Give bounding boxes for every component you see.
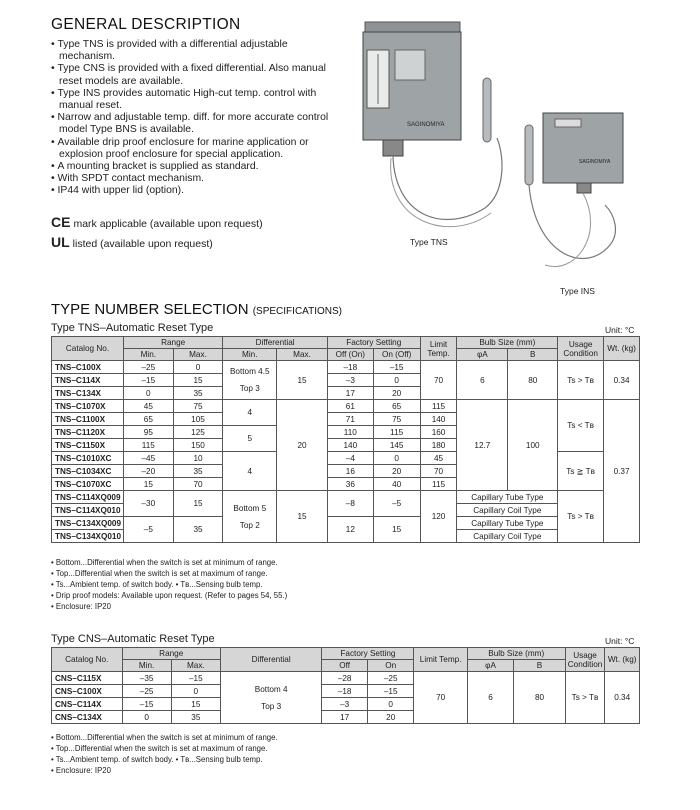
table-row <box>52 491 640 504</box>
bullet-item: • Type TNS is provided with a differential adjustable mechanism. <box>51 39 341 63</box>
diff-min-cell: 4 <box>223 400 277 426</box>
ce-mark-text: mark applicable (available upon request) <box>73 218 263 230</box>
general-description-title: GENERAL DESCRIPTION <box>51 16 241 33</box>
note: • Enclosure: IP20 <box>51 766 111 775</box>
cell: –15 <box>171 672 220 685</box>
catalog-cell: TNS–C1034XC <box>52 465 124 478</box>
type-tns-photo <box>355 18 530 243</box>
cell: 105 <box>173 413 223 426</box>
cell: 115 <box>420 478 457 491</box>
weight-cell: 0.34 <box>605 672 640 724</box>
catalog-cell: CNS–C115X <box>52 672 123 685</box>
cell: –4 <box>327 452 373 465</box>
cell: 115 <box>373 426 420 439</box>
cell: 115 <box>420 400 457 413</box>
bullet-item: • A mounting bracket is supplied as standard. <box>51 161 341 173</box>
cell: –15 <box>367 685 414 698</box>
col-off: Off <box>322 660 368 672</box>
phi-cell: 12.7 <box>457 400 508 491</box>
catalog-cell: TNS–C1120X <box>52 426 124 439</box>
diff-max-cell: 20 <box>277 400 328 491</box>
cell: 40 <box>373 478 420 491</box>
catalog-cell: CNS–C134X <box>52 711 123 724</box>
cell: –25 <box>122 685 171 698</box>
diff-min-cell: 5 <box>223 426 277 452</box>
usage-cell: Ts > Tв <box>558 491 604 543</box>
type-ins-photo <box>515 105 635 285</box>
cell: –25 <box>367 672 414 685</box>
cell: –3 <box>327 374 373 387</box>
cell: 10 <box>173 452 223 465</box>
cell: 12 <box>327 517 373 543</box>
col-b: B <box>514 660 565 672</box>
selection-title-small: (SPECIFICATIONS) <box>252 306 342 317</box>
diff-top: Top 3 <box>261 701 282 711</box>
diff-min-cell <box>223 361 277 400</box>
cell: –28 <box>322 672 368 685</box>
note: • Bottom...Differential when the switch is set at minimum of range. <box>51 558 278 567</box>
ce-mark-icon: CE <box>51 214 71 230</box>
catalog-cell: TNS–C1100X <box>52 413 124 426</box>
cell: –15 <box>124 374 174 387</box>
table-row <box>52 400 640 413</box>
col-differential: Differential <box>223 337 328 349</box>
cns-spec-table <box>51 647 640 724</box>
diff-bottom: Bottom 5 <box>233 503 267 513</box>
catalog-cell: TNS–C114XQ010 <box>52 504 124 517</box>
cell: 36 <box>327 478 373 491</box>
diff-top: Top 2 <box>239 520 260 530</box>
bullet-item: • With SPDT contact mechanism. <box>51 173 341 185</box>
cell: 15 <box>171 698 220 711</box>
cell: –3 <box>322 698 368 711</box>
cell: 15 <box>173 491 223 517</box>
diff-bottom: Bottom 4 <box>254 684 288 694</box>
cell: 125 <box>173 426 223 439</box>
b-cell: 80 <box>514 672 565 724</box>
limit-cell: 120 <box>420 491 457 543</box>
cell: 20 <box>367 711 414 724</box>
cell: 45 <box>124 400 174 413</box>
note: • Bottom...Differential when the switch is set at minimum of range. <box>51 733 278 742</box>
cell: 70 <box>173 478 223 491</box>
cell: 35 <box>173 517 223 543</box>
cns-table-subtitle: Type CNS–Automatic Reset Type <box>51 633 215 645</box>
col-bulb-size: Bulb Size (mm) <box>457 337 558 349</box>
col-catalog: Catalog No. <box>52 648 123 672</box>
table-row <box>52 672 640 685</box>
differential-cell <box>220 672 321 724</box>
note: • Ts...Ambient temp. of switch body. • Tв...Sensing bulb temp. <box>51 755 263 764</box>
col-range-max: Max. <box>171 660 220 672</box>
type-tns-caption: Type TNS <box>410 237 448 247</box>
cns-notes <box>51 732 278 776</box>
cell: 65 <box>124 413 174 426</box>
ul-mark-icon: UL <box>51 234 70 250</box>
col-weight: Wt. (kg) <box>605 648 640 672</box>
cell: 71 <box>327 413 373 426</box>
cell: –5 <box>373 491 420 517</box>
cell: 0 <box>373 452 420 465</box>
col-on: On (Off) <box>373 349 420 361</box>
cell: 150 <box>173 439 223 452</box>
col-bulb-size: Bulb Size (mm) <box>467 648 565 660</box>
cell: 35 <box>173 465 223 478</box>
b-cell: 80 <box>508 361 558 400</box>
note: • Ts...Ambient temp. of switch body. • Tв...Sensing bulb temp. <box>51 580 263 589</box>
cell: –25 <box>124 361 174 374</box>
cell: 20 <box>373 387 420 400</box>
catalog-cell: TNS–C100X <box>52 361 124 374</box>
cell: 180 <box>420 439 457 452</box>
col-usage: Usage Condition <box>565 648 605 672</box>
cell: 115 <box>124 439 174 452</box>
type-number-selection-title <box>51 301 342 318</box>
col-usage: Usage Condition <box>558 337 604 361</box>
catalog-cell: TNS–C1070XC <box>52 478 124 491</box>
cell: –18 <box>327 361 373 374</box>
ce-mark-line <box>51 213 263 233</box>
cell: 65 <box>373 400 420 413</box>
bullet-item: • Available drip proof enclosure for marine application or explosion proof enclosure for special application. <box>51 137 341 161</box>
cell: 75 <box>373 413 420 426</box>
cell: 140 <box>420 413 457 426</box>
diff-max-cell: 15 <box>277 491 328 543</box>
phi-cell: 6 <box>467 672 514 724</box>
diff-min-cell: 4 <box>223 452 277 491</box>
cell: 35 <box>171 711 220 724</box>
phi-cell: 6 <box>457 361 508 400</box>
cell: –30 <box>124 491 174 517</box>
cell: 45 <box>420 452 457 465</box>
cns-unit: Unit: °C <box>605 636 635 646</box>
col-diff-max: Max. <box>277 349 328 361</box>
cell: 70 <box>420 465 457 478</box>
note: • Enclosure: IP20 <box>51 602 111 611</box>
cell: 17 <box>322 711 368 724</box>
catalog-cell: TNS–C114X <box>52 374 124 387</box>
cell: –5 <box>124 517 174 543</box>
b-cell: 100 <box>508 400 558 491</box>
cell: 95 <box>124 426 174 439</box>
catalog-cell: TNS–C114XQ009 <box>52 491 124 504</box>
bullet-item: • Narrow and adjustable temp. diff. for more accurate control model Type BNS is available. <box>51 112 341 136</box>
cell: –15 <box>373 361 420 374</box>
col-limit-temp: Limit Temp. <box>420 337 457 361</box>
col-diff-min: Min. <box>223 349 277 361</box>
catalog-cell: TNS–C1010XC <box>52 452 124 465</box>
col-range: Range <box>124 337 223 349</box>
cell: 0 <box>173 361 223 374</box>
diff-top: Top 3 <box>239 384 260 393</box>
catalog-cell: TNS–C134XQ010 <box>52 530 124 543</box>
weight-cell: 0.34 <box>604 361 640 400</box>
catalog-cell: TNS–C134XQ009 <box>52 517 124 530</box>
bullet-item: • IP44 with upper lid (option). <box>51 185 341 197</box>
usage-cell: Ts < Tв <box>558 400 604 452</box>
cell: 61 <box>327 400 373 413</box>
col-on: On <box>367 660 414 672</box>
cell: 15 <box>373 517 420 543</box>
col-off: Off (On) <box>327 349 373 361</box>
col-b: B <box>508 349 558 361</box>
cell: 0 <box>171 685 220 698</box>
cell: –20 <box>124 465 174 478</box>
cell: –8 <box>327 491 373 517</box>
table-row <box>52 517 640 530</box>
cell: –35 <box>122 672 171 685</box>
catalog-cell: TNS–C134X <box>52 387 124 400</box>
bulb-type-cell: Capillary Tube Type <box>457 491 558 504</box>
bullet-item: • Type CNS is provided with a fixed differential. Also manual reset models are available. <box>51 63 341 87</box>
catalog-cell: CNS–C114X <box>52 698 123 711</box>
col-catalog: Catalog No. <box>52 337 124 361</box>
limit-cell: 70 <box>414 672 467 724</box>
bulb-type-cell: Capillary Tube Type <box>457 517 558 530</box>
cell: 15 <box>124 478 174 491</box>
usage-cell: Ts > Tв <box>565 672 605 724</box>
diff-bottom: Bottom 4.5 <box>229 367 270 376</box>
tns-table-subtitle: Type TNS–Automatic Reset Type <box>51 322 214 334</box>
note: • Drip proof models: Available upon request. (Refer to pages 54, 55.) <box>51 591 288 600</box>
cell: 110 <box>327 426 373 439</box>
ul-mark-line <box>51 233 263 253</box>
catalog-cell: TNS–C1150X <box>52 439 124 452</box>
ins-brand-label: SAGINOMIYA <box>579 159 611 165</box>
table-row <box>52 361 640 374</box>
ul-mark-text: listed (available upon request) <box>72 238 213 250</box>
cell: 15 <box>173 374 223 387</box>
col-factory-setting: Factory Setting <box>322 648 414 660</box>
col-weight: Wt. (kg) <box>604 337 640 361</box>
cell: –18 <box>322 685 368 698</box>
bulb-type-cell: Capillary Coil Type <box>457 530 558 543</box>
col-range-min: Min. <box>124 349 174 361</box>
cell: 160 <box>420 426 457 439</box>
col-limit-temp: Limit Temp. <box>414 648 467 672</box>
type-ins-caption: Type INS <box>560 286 595 296</box>
col-phi-a: φA <box>467 660 514 672</box>
general-description-list <box>51 39 341 198</box>
cell: 17 <box>327 387 373 400</box>
note: • Top...Differential when the switch is set at maximum of range. <box>51 569 268 578</box>
weight-cell: 0.37 <box>604 400 640 543</box>
certification-marks <box>51 213 263 253</box>
bulb-type-cell: Capillary Coil Type <box>457 504 558 517</box>
note: • Top...Differential when the switch is set at maximum of range. <box>51 744 268 753</box>
cell: –15 <box>122 698 171 711</box>
usage-cell: Ts > Tв <box>558 361 604 400</box>
cell: 0 <box>122 711 171 724</box>
catalog-cell: TNS–C1070X <box>52 400 124 413</box>
col-range: Range <box>122 648 220 660</box>
cell: –45 <box>124 452 174 465</box>
cell: 75 <box>173 400 223 413</box>
col-range-max: Max. <box>173 349 223 361</box>
diff-min-cell <box>223 491 277 543</box>
limit-cell: 70 <box>420 361 457 400</box>
cell: 140 <box>327 439 373 452</box>
cell: 0 <box>124 387 174 400</box>
cell: 35 <box>173 387 223 400</box>
selection-title-text: TYPE NUMBER SELECTION <box>51 301 249 318</box>
tns-notes <box>51 557 287 612</box>
usage-cell: Ts ≧ Tв <box>558 452 604 491</box>
catalog-cell: CNS–C100X <box>52 685 123 698</box>
cell: 20 <box>373 465 420 478</box>
cell: 0 <box>373 374 420 387</box>
col-phi-a: φA <box>457 349 508 361</box>
cell: 16 <box>327 465 373 478</box>
tns-spec-table <box>51 336 640 543</box>
tns-unit: Unit: °C <box>605 325 635 335</box>
col-range-min: Min. <box>122 660 171 672</box>
col-factory-setting: Factory Setting <box>327 337 420 349</box>
brand-label: SAGINOMIYA <box>407 122 445 128</box>
cell: 145 <box>373 439 420 452</box>
bullet-item: • Type INS provides automatic High-cut temp. control with manual reset. <box>51 88 341 112</box>
diff-max-cell: 15 <box>277 361 328 400</box>
cell: 0 <box>367 698 414 711</box>
col-differential: Differential <box>220 648 321 672</box>
